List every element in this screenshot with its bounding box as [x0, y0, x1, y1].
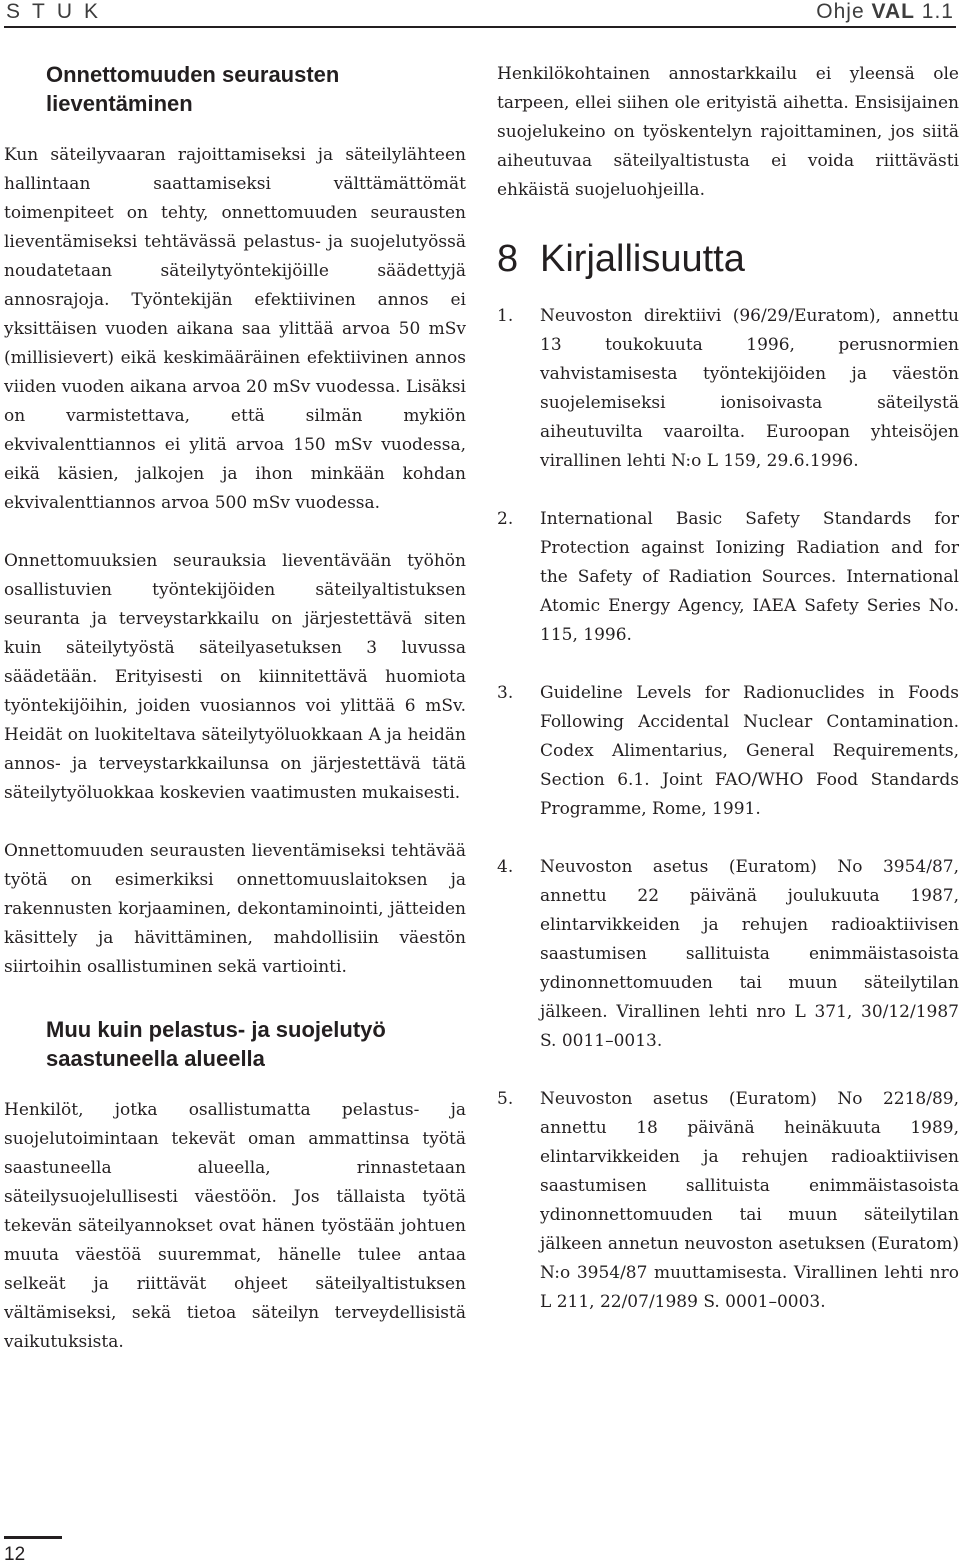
section-number — [4, 60, 46, 89]
section-title: Onnettomuuden seurausten lieventäminen — [46, 62, 340, 116]
reference-item — [497, 1085, 959, 1317]
header-rule — [4, 26, 956, 28]
reference-text: Neuvoston asetus (Euratom) No 2218/89, annettu 18 päivänä heinäkuuta 1989, elintarvikkeiden ja rehujen radioaktiivisen saastumisen sallituista enimmäistasoista ydinonnettomuuden tai muun säteilytilan jälkeen annetun neuvoston asetuksen (Euratom) N:o 3954/87 muuttamisesta. Virallinen lehti nro L 211, 22/07/1989 S. 0001–0003. — [540, 1089, 959, 1312]
page-number: 12 — [4, 1544, 26, 1565]
paragraph-mitigation-work: Onnettomuuden seurausten lieventämiseksi tehtävää työtä on esimerkiksi onnettomuuslaitoksen ja rakennusten korjaaminen, dekontaminointi, jätteiden käsittely ja hävittäminen, mahdollisiin väestön siirtoihin osallistuminen sekä vartiointi. — [4, 841, 466, 977]
reference-item — [497, 505, 959, 650]
section-7-4-heading — [4, 1015, 466, 1073]
footer-rule — [4, 1536, 62, 1539]
guide-prefix: Ohje — [816, 0, 865, 23]
paragraph-other-work: Henkilöt, jotka osallistumatta pelastus- ja suojelutoimintaan tekevät oman ammattinsa työtä saastuneella alueella, rinnastetaan säteilysuojelullisesti väestöön. Jos tällaista työtä tekevän säteilyannokset ovat hänen työstään johtuen muuta väestöä suuremmat, hänelle tulee antaa selkeät ja riittävät ohjeet säteilyaltistuksen vältämiseksi, sekä tietoa säteilyn terveydellisistä vaikutuksista. — [4, 1100, 466, 1352]
guide-code: VAL — [871, 0, 915, 23]
guide-reference — [816, 0, 954, 24]
section-7-3-heading — [4, 60, 466, 118]
page-header — [4, 0, 956, 26]
reference-text: Neuvoston asetus (Euratom) No 3954/87, annettu 22 päivänä joulukuuta 1987, elintarvikkeiden ja rehujen radioaktiivisen saastumisen sallituista enimmäistasoista ydinonnettomuuden tai muun säteilytilan jälkeen. Virallinen lehti nro L 371, 30/12/1987 S. 0011–0013. — [540, 857, 959, 1051]
left-column — [4, 60, 466, 1357]
reference-item — [497, 302, 959, 476]
section-title: Kirjallisuutta — [540, 238, 745, 280]
reference-number: 2. — [497, 509, 514, 529]
brand-name: STUK — [6, 0, 111, 23]
section-number — [4, 1015, 46, 1044]
reference-item — [497, 679, 959, 824]
reference-item — [497, 853, 959, 1056]
guide-version: 1.1 — [921, 0, 954, 23]
right-column — [497, 60, 959, 1317]
reference-text: Neuvoston direktiivi (96/29/Euratom), annettu 13 toukokuuta 1996, perusnormien vahvistamisesta työntekijöiden ja väestön suojelemiseksi ionisoivasta säteilystä aiheutuvilta vaaroilta. Euroopan yhteisöjen virallinen lehti N:o L 159, 29.6.1996. — [540, 306, 959, 471]
section-8-heading — [497, 237, 959, 281]
reference-number: 1. — [497, 306, 514, 326]
reference-number: 4. — [497, 857, 514, 877]
section-title: Muu kuin pelastus- ja suojelutyö saastuneella alueella — [46, 1017, 386, 1071]
reference-number: 3. — [497, 683, 514, 703]
section-number: 8 — [497, 238, 519, 280]
paragraph-personal-monitoring: Henkilökohtainen annostarkkailu ei yleensä ole tarpeen, ellei siihen ole erityistä aihetta. Ensisijainen suojelukeino on työskentelyn rajoittaminen, jos siitä aiheutuvaa säteilyaltistusta ei voida riittävästi ehkäistä suojeluohjeilla. — [497, 64, 959, 200]
paragraph-dose-limits: Kun säteilyvaaran rajoittamiseksi ja säteilylähteen hallintaan saattamiseksi välttämättömät toimenpiteet on tehty, onnettomuuden seurausten lieventämiseksi tehtävässä pelastus- ja suojelutyössä noudatetaan säteilytyöntekijöille säädettyjä annosrajoja. Työntekijän efektiivinen annos ei yksittäisen vuoden aikana saa ylittää arvoa 50 mSv (millisievert) eikä keskimääräinen efektiivinen annos viiden vuoden aikana arvoa 20 mSv vuodessa. Lisäksi on varmistettava, että silmän mykiön ekvivalenttiannos ei ylitä arvoa 150 mSv vuodessa, eikä käsien, jalkojen ja ihon minkään kohdan ekvivalenttiannos arvoa 500 mSv vuodessa. — [4, 145, 466, 513]
reference-number: 5. — [497, 1089, 514, 1109]
reference-text: Guideline Levels for Radionuclides in Foods Following Accidental Nuclear Contamination. Codex Alimentarius, General Requirements, Section 6.1. Joint FAO/WHO Food Standards Programme, Rome, 1991. — [540, 683, 959, 819]
reference-text: International Basic Safety Standards for Protection against Ionizing Radiation and for the Safety of Radiation Sources. International Atomic Energy Agency, IAEA Safety Series No. 115, 1996. — [540, 509, 959, 645]
paragraph-monitoring: Onnettomuuksien seurauksia lieventävään työhön osallistuvien työntekijöiden säteilyaltistuksen seuranta ja terveystarkkailu on järjestettävä siten kuin säteilytyöstä säteilyasetuksen 3 luvussa säädetään. Erityisesti on kiinnitettävä huomiota työntekijöihin, joiden vuosiannos voi ylittää 6 mSv. Heidät on luokiteltava säteilytyöluokkaan A ja heidän annos- ja terveystarkkailunsa on järjestettävä tätä säteilytyöluokkaa koskevien vaatimusten mukaisesti. — [4, 551, 466, 803]
reference-list — [497, 302, 959, 1317]
